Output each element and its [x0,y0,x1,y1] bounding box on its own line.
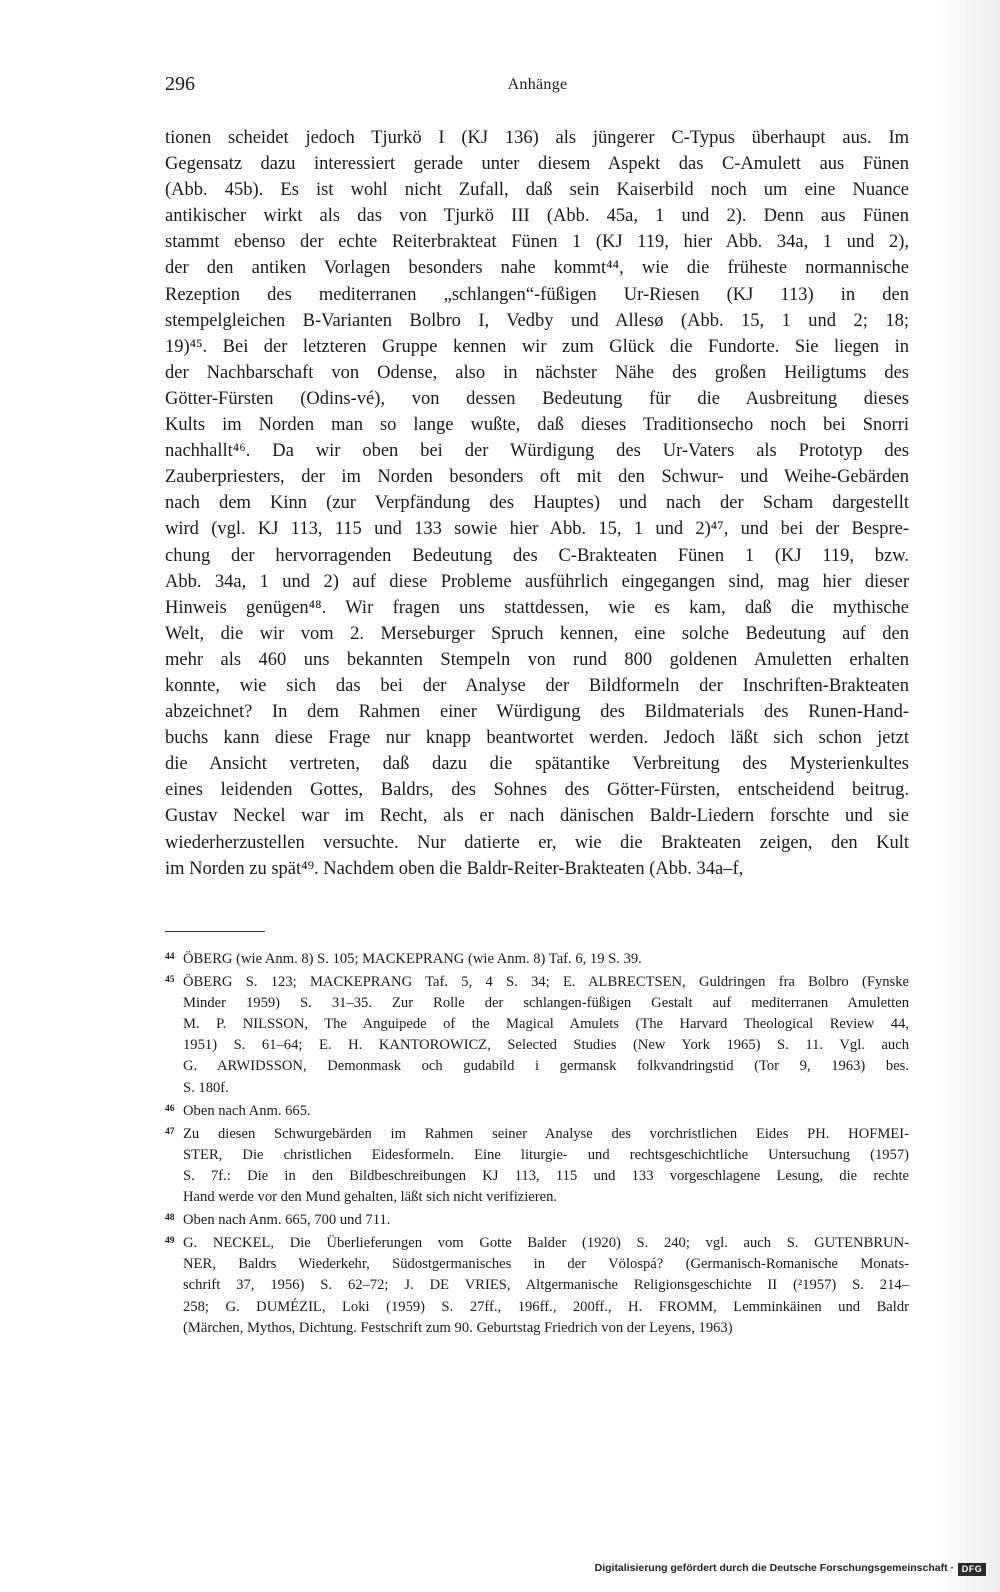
body-line: mehr als 460 uns bekannten Stempeln von rund 800 goldenen Amuletten erhalten [165,649,909,670]
body-line: Götter-Fürsten (Odins-vé), von dessen Bedeutung für die Ausbreitung dieses [165,388,909,409]
body-line: der den antiken Vorlagen besonders nahe kommt⁴⁴, wie die früheste normannische [165,258,909,279]
footnote-text: G. NECKEL, Die Überlieferungen vom Gotte Balder (1920) S. 240; vgl. auch S. GUTENBRUN- [183,1235,909,1252]
running-head: Anhänge [507,76,568,93]
footnote-line: S. 180f. [183,1079,229,1096]
body-line: (Abb. 45b). Es ist wohl nicht Zufall, daß sein Kaiserbild noch um eine Nuance [165,180,909,201]
body-line: Hinweis genügen⁴⁸. Wir fragen uns stattdessen, wie es kam, daß die mythische [165,597,909,618]
footnote-line: 258; G. DUMÉZIL, Loki (1959) S. 27ff., 196ff., 200ff., H. FROMM, Lemminkäinen und Baldr [183,1298,909,1315]
body-line: der Nachbarschaft von Odense, also in nächster Nähe des großen Heiligtums des [165,362,909,383]
body-line: Abb. 34a, 1 und 2) auf diese Probleme ausführlich eingegangen sind, mag hier dieser [165,571,909,592]
body-line: tionen scheidet jedoch Tjurkö I (KJ 136) als jüngerer C-Typus überhaupt aus. Im [165,128,909,148]
dfg-logo: DFG [958,1563,986,1576]
body-line: Welt, die wir vom 2. Merseburger Spruch kennen, eine solche Bedeutung auf den [165,623,909,644]
footnote-number: 49 [165,1236,175,1247]
body-line: wiederherzustellen versuchte. Nur datierte er, wie die Brakteaten zeigen, den Kult [165,832,909,853]
footnote-number: 45 [165,975,175,986]
footnote-line: Hand werde vor den Mund gehalten, läßt sich nicht verifizieren. [183,1189,558,1206]
footnote-text: Zu diesen Schwurgebärden im Rahmen seiner Analyse des vorchristlichen Eides PH. HOFMEI- [183,1125,909,1142]
footnote-number: 44 [165,952,175,962]
footnote-49 [165,1231,909,1338]
digitization-credit: Digitalisierung gefördert durch die Deutsche Forschungsgemeinschaft · [594,1562,954,1574]
footnote-46 [165,1099,909,1122]
body-line: im Norden zu spät⁴⁹. Nachdem oben die Baldr-Reiter-Brakteaten (Abb. 34a–f, [165,858,744,879]
body-line: abzeichnet? In dem Rahmen einer Würdigung des Bildmaterials des Runen-Hand- [165,702,909,723]
body-line: 19)⁴⁵. Bei der letzteren Gruppe kennen wir zum Glück die Fundorte. Sie liegen in [165,336,909,357]
footnote-text: ÖBERG (wie Anm. 8) S. 105; MACKEPRANG (wie Anm. 8) Taf. 6, 19 S. 39. [183,951,642,967]
page-header [165,73,910,103]
footnote-line: G. ARWIDSSON, Demonmask och gudabild i germansk folkvandringstid (Tor 9, 1963) bes. [183,1058,909,1075]
footnote-48 [165,1208,909,1231]
footnote-line [165,947,909,970]
footnote-text: Oben nach Anm. 665, 700 und 711. [183,1212,391,1229]
body-line: wird (vgl. KJ 113, 115 und 133 sowie hier Abb. 15, 1 und 2)⁴⁷, und bei der Bespre- [165,519,909,540]
body-line: antikischer wirkt als das von Tjurkö III (Abb. 45a, 1 und 2). Denn aus Fünen [165,206,909,227]
footnote-44 [165,947,909,970]
footnote-line: Minder 1959) S. 31–35. Zur Rolle der schlangen-füßigen Gestalt auf mediterranen Amuletten [183,995,909,1012]
main-body-text [165,125,909,882]
body-line: Zauberpriesters, der im Norden besonders oft mit den Schwur- und Weihe-Gebärden [165,467,909,488]
footnote-line [165,1208,909,1231]
footnote-number: 46 [165,1103,175,1114]
footnote-line: STER, Die christlichen Eidesformeln. Eine liturgie- und rechtsgeschichtliche Untersuchung (1957) [183,1146,909,1163]
footnote-line [165,1122,909,1145]
footnote-line [165,1231,909,1254]
footnote-line [165,970,909,993]
body-line: Gegensatz dazu interessiert gerade unter diesem Aspekt das C-Amulett aus Fünen [165,154,909,175]
footnote-47 [165,1122,909,1208]
body-line: Rezeption des mediterranen „schlangen“-füßigen Ur-Riesen (KJ 113) in den [165,284,909,305]
footnote-text: Oben nach Anm. 665. [183,1102,311,1119]
footnote-text: ÖBERG S. 123; MACKEPRANG Taf. 5, 4 S. 34; E. ALBRECTSEN, Guldringen fra Bolbro (Fynske [183,974,909,991]
footnote-line: schrift 37, 1956) S. 62–72; J. DE VRIES, Altgermanische Religionsgeschichte II (²1957) S. 214– [183,1277,909,1294]
body-line: nachhallt⁴⁶. Da wir oben bei der Würdigung des Ur-Vaters als Prototyp des [165,441,909,462]
footnote-line: (Märchen, Mythos, Dichtung. Festschrift zum 90. Geburtstag Friedrich von der Leyens, 1963) [183,1319,733,1336]
footnote-line: S. 7f.: Die in den Bildbeschreibungen KJ 113, 115 und 133 vorgeschlagene Lesung, die rechte [183,1167,909,1184]
body-line: chung der hervorragenden Bedeutung des C-Brakteaten Fünen 1 (KJ 119, bzw. [165,545,909,566]
footnote-number: 48 [165,1213,175,1224]
body-line: stempelgleichen B-Varianten Bolbro I, Vedby und Allesø (Abb. 15, 1 und 2; 18; [165,310,909,331]
footnote-number: 47 [165,1126,175,1137]
footnote-line: NER, Baldrs Wiederkehr, Südostgermanisches in der Völospá? (Germanisch-Romanische Monats- [183,1256,909,1273]
footnote-line [165,1099,909,1122]
footnote-separator [165,931,265,932]
footnote-45 [165,970,909,1099]
body-line: nach dem Kinn (zur Verpfändung des Hauptes) und nach der Scham dargestellt [165,493,909,514]
body-line: stammt ebenso der echte Reiterbrakteat Fünen 1 (KJ 119, hier Abb. 34a, 1 und 2), [165,232,909,253]
body-line: konnte, wie sich das bei der Analyse der Bildformeln der Inschriften-Brakteaten [165,675,909,696]
footnotes [165,947,909,1339]
body-line: buchs kann diese Frage nur knapp beantwortet werden. Jedoch läßt sich schon jetzt [165,728,909,749]
footnote-line: M. P. NILSSON, The Anguipede of the Magical Amulets (The Harvard Theological Review 44, [183,1016,909,1033]
body-line: Kults im Norden man so lange wußte, daß dieses Traditionsecho noch bei Snorri [165,415,909,436]
page-number: 296 [165,73,195,95]
footnote-line: 1951) S. 61–64; E. H. KANTOROWICZ, Selected Studies (New York 1965) S. 11. Vgl. auch [183,1037,909,1054]
body-line: Gustav Neckel war im Recht, als er nach dänischen Baldr-Liedern forschte und sie [165,806,909,827]
body-line: die Ansicht vertreten, daß dazu die spätantike Verbreitung des Mysterienkultes [165,754,909,775]
body-line: eines leidenden Gottes, Baldrs, des Sohnes des Götter-Fürsten, entscheidend beitrug. [165,780,909,801]
